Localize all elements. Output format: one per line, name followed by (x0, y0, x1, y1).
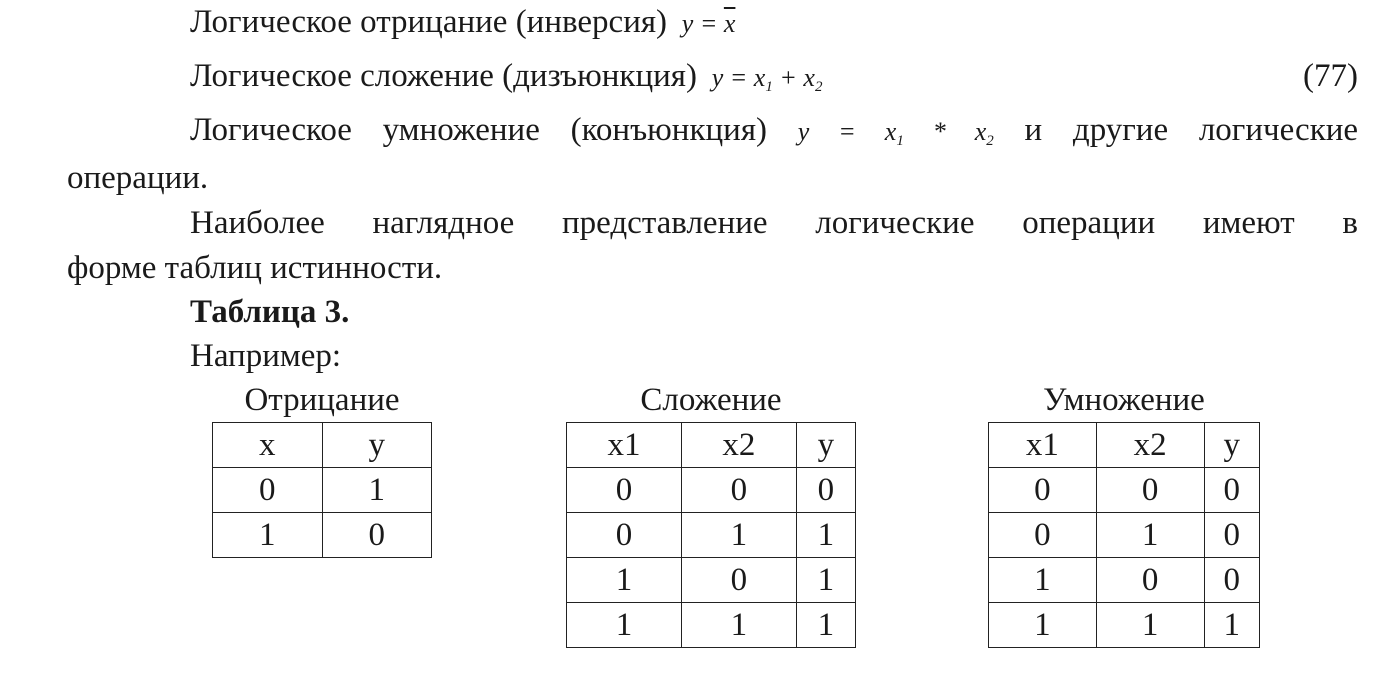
table-cell: 1 (567, 558, 682, 603)
table-row (567, 513, 856, 558)
negation-line (190, 2, 735, 44)
table-cell: 1 (213, 513, 323, 558)
table-cell: 0 (322, 513, 432, 558)
representation-line-2: форме таблиц истинности. (67, 250, 443, 286)
negation-formula: $y = \overline{x}$ (675, 9, 736, 38)
negation-text: Логическое отрицание (инверсия) (190, 4, 668, 40)
table-cell: 0 (989, 513, 1097, 558)
negation-table-caption: Отрицание (244, 382, 400, 418)
table-cell: 0 (1204, 513, 1259, 558)
header-cell: x (213, 423, 323, 468)
table-cell: 0 (1096, 558, 1204, 603)
table-cell: 1 (1096, 513, 1204, 558)
table-row (567, 558, 856, 603)
table-cell: 0 (989, 468, 1097, 513)
table-cell: 1 (989, 558, 1097, 603)
table-cell: 0 (567, 513, 682, 558)
table-cell: 0 (1096, 468, 1204, 513)
table-row (989, 603, 1260, 648)
table-row (213, 468, 432, 513)
table-cell: 0 (567, 468, 682, 513)
table-row (567, 468, 856, 513)
header-cell: y (796, 423, 855, 468)
table-header-row (567, 423, 856, 468)
table-cell: 1 (1204, 603, 1259, 648)
table-cell: 1 (567, 603, 682, 648)
table-cell: 1 (681, 603, 796, 648)
table-row (213, 513, 432, 558)
header-cell: x1 (989, 423, 1097, 468)
table-header-row (213, 423, 432, 468)
multiplication-truth-table (988, 422, 1260, 648)
multiplication-formula: $y = x_1 * x_2$ (797, 117, 994, 149)
multiplication-line (190, 110, 1358, 161)
table-cell: 0 (796, 468, 855, 513)
header-cell: y (1204, 423, 1259, 468)
table-label: Таблица 3. (190, 294, 350, 330)
header-cell: y (322, 423, 432, 468)
addition-text: Логическое сложение (дизъюнкция) (190, 58, 697, 94)
table-cell: 0 (681, 468, 796, 513)
representation-line-1: Наиболее наглядное представление логические операции имеют в (190, 205, 1358, 241)
table-cell: 1 (989, 603, 1097, 648)
addition-truth-table (566, 422, 856, 648)
example-label: Например: (190, 338, 342, 374)
table-cell: 0 (681, 558, 796, 603)
addition-line (190, 56, 822, 107)
multiplication-text: Логическое умножение (конъюнкция) (190, 112, 767, 148)
table-row (989, 558, 1260, 603)
table-row (989, 513, 1260, 558)
table-cell: 1 (322, 468, 432, 513)
table-row (989, 468, 1260, 513)
table-header-row (989, 423, 1260, 468)
equation-number: (77) (1303, 58, 1358, 94)
table-cell: 1 (796, 558, 855, 603)
negation-truth-table (212, 422, 432, 558)
multiplication-tail: и другие логические (1024, 112, 1359, 148)
table-cell: 1 (681, 513, 796, 558)
multiplication-continuation: операции. (67, 160, 209, 196)
table-row (567, 603, 856, 648)
addition-formula: $y = x_1 + x_2$ (711, 63, 823, 95)
header-cell: x1 (567, 423, 682, 468)
table-cell: 1 (796, 603, 855, 648)
header-cell: x2 (1096, 423, 1204, 468)
table-cell: 1 (1096, 603, 1204, 648)
addition-table-caption: Сложение (640, 382, 782, 418)
header-cell: x2 (681, 423, 796, 468)
table-cell: 0 (213, 468, 323, 513)
table-cell: 0 (1204, 558, 1259, 603)
multiplication-table-caption: Умножение (1043, 382, 1205, 418)
table-cell: 1 (796, 513, 855, 558)
table-cell: 0 (1204, 468, 1259, 513)
